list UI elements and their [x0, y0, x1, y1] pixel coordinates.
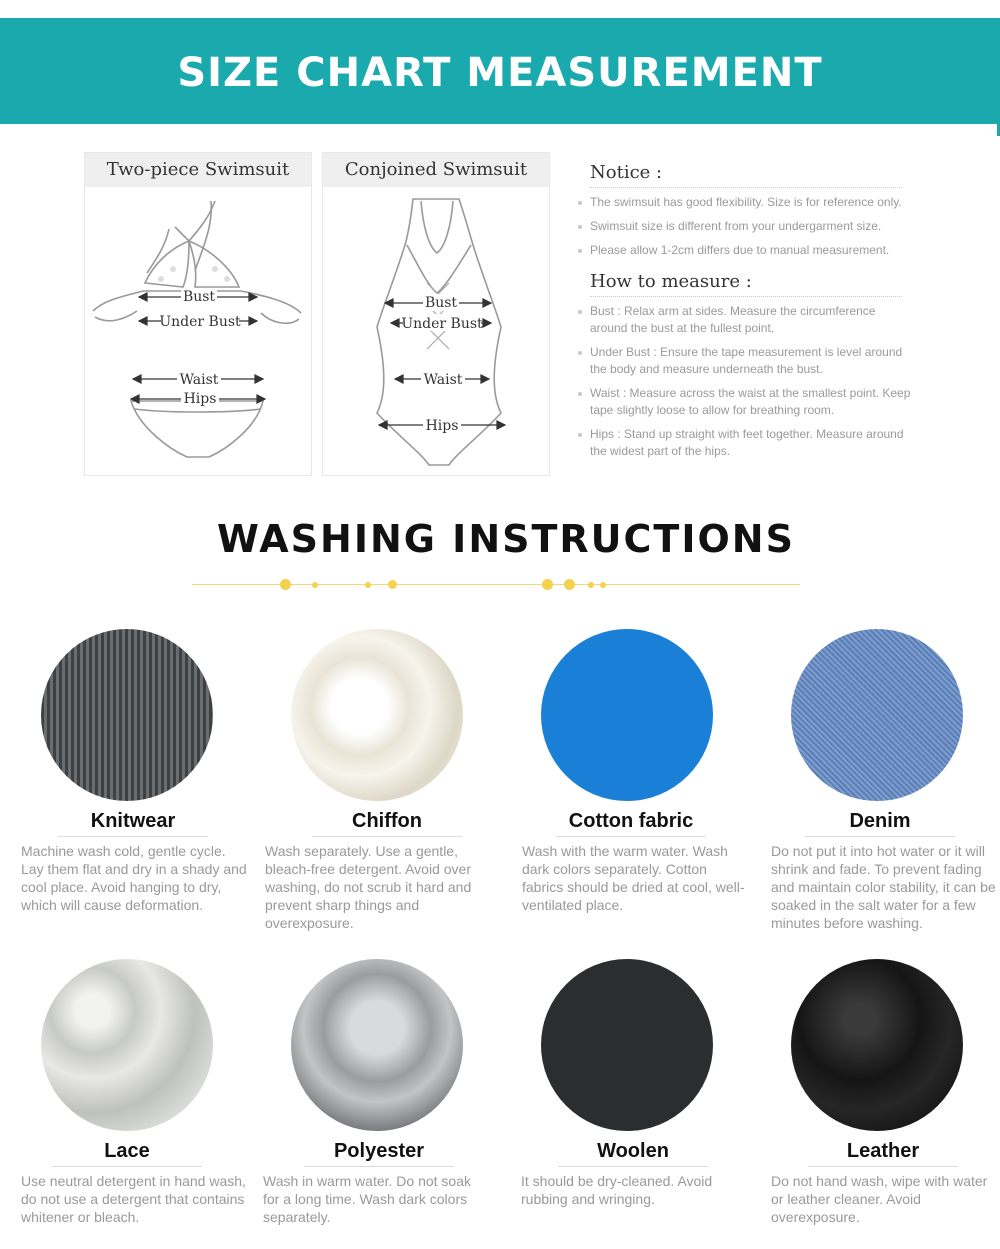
- two-piece-title: Two-piece Swimsuit: [85, 153, 311, 187]
- woolen-label: Woolen: [558, 1140, 708, 1167]
- notice-title: Notice :: [590, 162, 902, 188]
- chiffon-swatch: [291, 629, 463, 801]
- knitwear-swatch: [41, 629, 213, 801]
- chiffon-label: Chiffon: [312, 810, 462, 837]
- how-to-measure-title: How to measure :: [590, 271, 902, 297]
- cotton-label: Cotton fabric: [556, 810, 706, 837]
- how-to-item: Waist : Measure across the waist at the smallest point. Keep tape slightly loose to allow for breathing room.: [590, 385, 920, 419]
- how-to-item: Bust : Relax arm at sides. Measure the circumference around the bust at the fullest point.: [590, 303, 920, 337]
- lace-description: Use neutral detergent in hand wash, do not use a detergent that contains whitener or bleach.: [21, 1173, 246, 1225]
- chiffon-description: Wash separately. Use a gentle, bleach-free detergent. Avoid over washing, do not scrub it hard and prevent sharp things and overexposure.: [265, 843, 472, 931]
- conjoined-diagram: [323, 187, 549, 475]
- divider-dot: [588, 582, 594, 588]
- polyester-swatch: [291, 959, 463, 1131]
- divider-dot: [542, 579, 553, 590]
- leather-swatch: [791, 959, 963, 1131]
- notice-item: The swimsuit has good flexibility. Size is for reference only.: [590, 194, 920, 211]
- conjoined-under-bust-label: Under Bust: [401, 316, 483, 332]
- polyester-description: Wash in warm water. Do not soak for a long time. Wash dark colors separately.: [263, 1173, 472, 1225]
- two-piece-panel: [84, 152, 312, 476]
- polyester-label: Polyester: [304, 1140, 454, 1167]
- conjoined-title: Conjoined Swimsuit: [323, 153, 549, 187]
- divider-dot: [564, 579, 575, 590]
- denim-label: Denim: [805, 810, 955, 837]
- conjoined-waist-label: Waist: [423, 372, 463, 388]
- notice-item: Swimsuit size is different from your undergarment size.: [590, 218, 920, 235]
- denim-swatch: [791, 629, 963, 801]
- leather-label: Leather: [808, 1140, 958, 1167]
- two-piece-waist-label: Waist: [179, 372, 219, 388]
- denim-description: Do not put it into hot water or it will shrink and fade. To prevent fading and maintain color stability, it can be soaked in the salt water for a few minutes before washing.: [771, 843, 996, 931]
- how-to-item: Under Bust : Ensure the tape measurement is level around the body and measure underneath the bust.: [590, 344, 920, 378]
- how-to-list: [590, 303, 920, 460]
- two-piece-hips-label: Hips: [183, 391, 217, 407]
- woolen-swatch: [541, 959, 713, 1131]
- two-piece-diagram: [85, 187, 311, 475]
- divider-dot: [600, 582, 606, 588]
- conjoined-bust-label: Bust: [424, 295, 458, 311]
- knitwear-label: Knitwear: [58, 810, 208, 837]
- how-to-item: Hips : Stand up straight with feet together. Measure around the widest part of the hips.: [590, 426, 920, 460]
- page-title: SIZE CHART MEASUREMENT: [177, 50, 823, 96]
- two-piece-under-bust-label: Under Bust: [159, 314, 241, 330]
- cotton-description: Wash with the warm water. Wash dark colors separately. Cotton fabrics should be dried at cool, well-ventilated place.: [522, 843, 745, 913]
- notice-list: [590, 194, 920, 259]
- lace-swatch: [41, 959, 213, 1131]
- conjoined-panel: [322, 152, 550, 476]
- washing-title: WASHING INSTRUCTIONS: [217, 517, 795, 561]
- conjoined-hips-label: Hips: [425, 418, 459, 434]
- notice-section: [590, 162, 920, 467]
- divider-dot: [280, 579, 291, 590]
- cotton-swatch: [541, 629, 713, 801]
- two-piece-bust-label: Bust: [182, 289, 216, 305]
- knitwear-description: Machine wash cold, gentle cycle. Lay them flat and dry in a shady and cool place. Avoid hanging to dry, which will cause deformation.: [21, 843, 247, 913]
- divider-dot: [388, 580, 397, 589]
- notice-item: Please allow 1-2cm differs due to manual measurement.: [590, 242, 920, 259]
- leather-description: Do not hand wash, wipe with water or leather cleaner. Avoid overexposure.: [771, 1173, 988, 1225]
- lace-label: Lace: [52, 1140, 202, 1167]
- divider-dot: [312, 582, 318, 588]
- woolen-description: It should be dry-cleaned. Avoid rubbing and wringing.: [521, 1173, 713, 1207]
- divider-dot: [365, 582, 371, 588]
